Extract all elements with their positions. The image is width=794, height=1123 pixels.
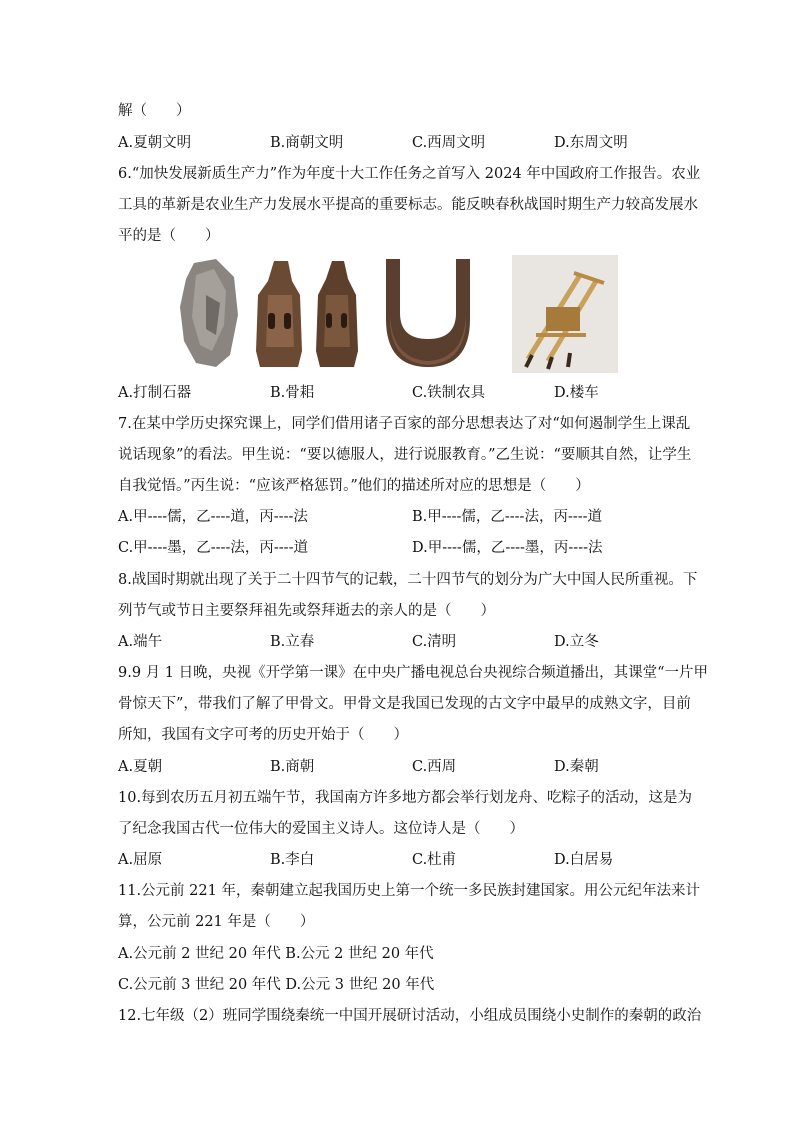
q7-options-row-1 [118, 507, 678, 527]
q10-stem-line-1: 10.每到农历五月初五端午节，我国南方许多地方都会举行划龙舟、吃粽子的活动，这是为 [118, 790, 693, 806]
q9-stem-line-1: 9.9 月 1 日晚，央视《开学第一课》在中央广播电视总台央视综合频道播出，其课堂“一片甲 [118, 665, 709, 681]
q6-stem-line-1: 6.“加快发展新质生产力”作为年度十大工作任务之首写入 2024 年中国政府工作报告。农业 [118, 166, 701, 182]
q10-options [118, 850, 678, 870]
q6-options [118, 383, 678, 403]
q7-stem-line-1: 7.在某中学历史探究课上，同学们借用诸子百家的部分思想表达了对“如何遏制学生上课乱 [118, 416, 691, 432]
q10-option-c: C.杜甫 [412, 852, 457, 868]
q9-stem-line-3: 所知，我国有文字可考的历史开始于（ ） [118, 727, 408, 743]
q11-options-row-1: A.公元前 2 世纪 20 年代 B.公元 2 世纪 20 年代 [118, 946, 434, 962]
q11-options-row-2: C.公元前 3 世纪 20 年代 D.公元 3 世纪 20 年代 [118, 977, 435, 993]
q11-stem-line-2: 算，公元前 221 年是（ ） [118, 914, 315, 930]
bone-spade-image-2 [316, 261, 358, 367]
q12-stem-line-1: 12.七年级（2）班同学围绕秦统一中国开展研讨活动，小组成员围绕小史制作的秦朝的政治 [118, 1008, 702, 1024]
q6-stem-line-2: 工具的革新是农业生产力发展水平提高的重要标志。能反映春秋战国时期生产力较高发展水 [118, 197, 698, 213]
q10-option-a: A.屈原 [118, 852, 163, 868]
seed-drill-image [512, 255, 618, 373]
q7-option-c: C.甲----墨，乙----法，丙----道 [118, 540, 308, 556]
q8-option-d: D.立冬 [554, 634, 599, 650]
q10-stem-line-2: 了纪念我国古代一位伟大的爱国主义诗人。这位诗人是（ ） [118, 821, 524, 837]
q6-option-c: C.铁制农具 [412, 385, 486, 401]
q6-option-a: A.打制石器 [118, 385, 192, 401]
bone-spade-image-1 [256, 261, 302, 367]
q7-stem-line-2: 说话现象”的看法。甲生说：“要以德服人，进行说服教育。”乙生说：“要顺其自然，让学生 [118, 447, 692, 463]
q9-option-c: C.西周 [412, 759, 457, 775]
q7-option-a: A.甲----儒，乙----道，丙----法 [118, 509, 308, 525]
q6-option-d: D.楼车 [554, 385, 599, 401]
q7-stem-line-3: 自我觉悟。”丙生说：“应该严格惩罚。”他们的描述所对应的思想是（ ） [118, 478, 590, 494]
q9-option-d: D.秦朝 [554, 759, 599, 775]
q7-option-d: D.甲----儒，乙----墨，丙----法 [412, 540, 603, 556]
q5-options [118, 133, 678, 153]
q6-stem-line-3: 平的是（ ） [118, 228, 220, 244]
q8-stem-line-2: 列节气或节日主要祭拜祖先或祭拜逝去的亲人的是（ ） [118, 603, 495, 619]
q9-options [118, 757, 678, 777]
stone-tool-image [180, 259, 238, 367]
q7-options-row-2 [118, 538, 678, 558]
q5-option-d: D.东周文明 [554, 135, 628, 151]
q10-option-b: B.李白 [270, 852, 315, 868]
iron-tool-image [386, 259, 470, 367]
q8-stem-line-1: 8.战国时期就出现了关于二十四节气的记载，二十四节气的划分为广大中国人民所重视。下 [118, 572, 698, 588]
q6-tools-figure [176, 255, 618, 373]
q8-options [118, 632, 678, 652]
q10-option-d: D.白居易 [554, 852, 614, 868]
q7-option-b: B.甲----儒，乙----法，丙----道 [412, 509, 603, 525]
q9-option-b: B.商朝 [270, 759, 315, 775]
q5-stem-tail: 解（ ） [118, 103, 191, 119]
q9-stem-line-2: 骨惊天下”，带我们了解了甲骨文。甲骨文是我国已发现的古文字中最早的成熟文字，目前 [118, 696, 691, 712]
q11-stem-line-1: 11.公元前 221 年，秦朝建立起我国历史上第一个统一多民族封建国家。用公元纪年法来计 [118, 883, 700, 899]
q6-option-b: B.骨耜 [270, 385, 315, 401]
q8-option-c: C.清明 [412, 634, 457, 650]
q8-option-b: B.立春 [270, 634, 315, 650]
q5-option-a: A.夏朝文明 [118, 135, 192, 151]
q5-option-c: C.西周文明 [412, 135, 486, 151]
q9-option-a: A.夏朝 [118, 759, 163, 775]
q8-option-a: A.端午 [118, 634, 163, 650]
q5-option-b: B.商朝文明 [270, 135, 344, 151]
